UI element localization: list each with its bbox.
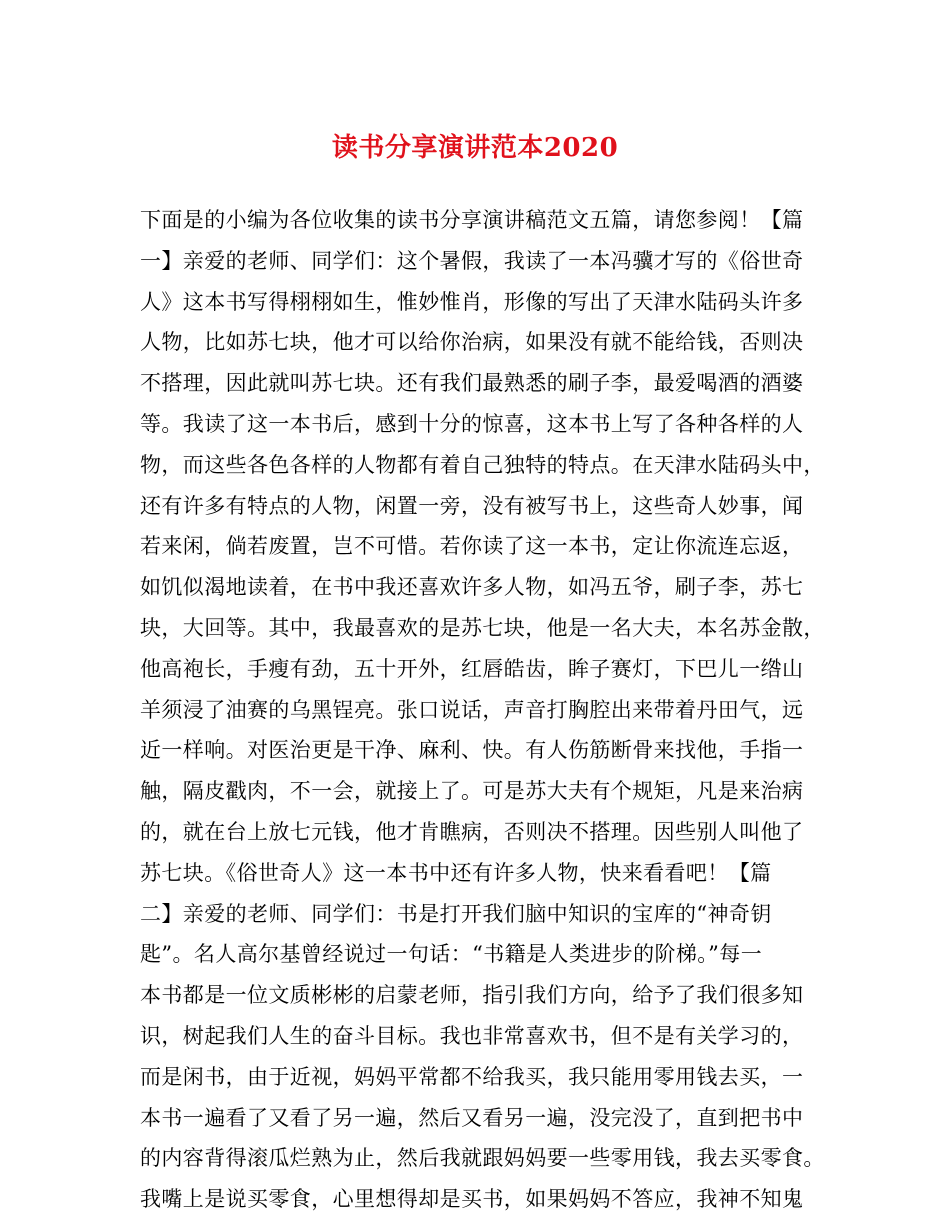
body-line: 一】亲爱的老师、同学们：这个暑假，我读了一本冯骥才写的《俗世奇 <box>140 248 804 273</box>
body-line: 近一样响。对医治更是干净、麻利、快。有人伤筋断骨来找他，手指一 <box>140 738 804 763</box>
body-line: 人物，比如苏七块，他才可以给你治病，如果没有就不能给钱，否则决 <box>140 330 804 355</box>
body-line: 下面是的小编为各位收集的读书分享演讲稿范文五篇，请您参阅！【篇 <box>140 208 804 232</box>
body-line: 还有许多有特点的人物，闲置一旁，没有被写书上，这些奇人妙事，闻 <box>140 493 804 518</box>
document-title: 读书分享演讲范本2020 <box>331 133 619 163</box>
body-line: 本书都是一位文质彬彬的启蒙老师，指引我们方向，给予了我们很多知 <box>140 983 804 1008</box>
body-line: 块，大回等。其中，我最喜欢的是苏七块，他是一名大夫，本名苏金散， <box>140 615 825 640</box>
body-line: 的内容背得滚瓜烂熟为止，然后我就跟妈妈要一些零用钱，我去买零食。 <box>140 1146 825 1171</box>
body-line: 物，而这些各色各样的人物都有着自己独特的特点。在天津水陆码头中， <box>140 452 825 477</box>
body-line: 而是闲书，由于近视，妈妈平常都不给我买，我只能用零用钱去买，一 <box>140 1064 804 1089</box>
body-line: 识，树起我们人生的奋斗目标。我也非常喜欢书，但不是有关学习的， <box>140 1023 804 1048</box>
body-line: 等。我读了这一本书后，感到十分的惊喜，这本书上写了各种各样的人 <box>140 411 804 436</box>
body-line: 本书一遍看了又看了另一遍，然后又看另一遍，没完没了，直到把书中 <box>140 1105 804 1130</box>
body-line: 苏七块。《俗世奇人》这一本书中还有许多人物，快来看看吧！【篇 <box>140 860 772 885</box>
body-line: 触，隔皮戳肉，不一会，就接上了。可是苏大夫有个规矩，凡是来治病 <box>140 779 804 804</box>
body-line: 不搭理，因此就叫苏七块。还有我们最熟悉的刷子李，最爱喝酒的酒婆 <box>140 371 804 396</box>
body-line: 的，就在台上放七元钱，他才肯瞧病，否则决不搭理。因些别人叫他了 <box>140 819 804 844</box>
body-line: 匙”。名人高尔基曾经说过一句话：“书籍是人类进步的阶梯。”每一 <box>140 942 763 967</box>
body-line: 若来闲，倘若废置，岂不可惜。若你读了这一本书，定让你流连忘返， <box>140 534 804 559</box>
body-line: 人》这本书写得栩栩如生，惟妙惟肖，形像的写出了天津水陆码头许多 <box>140 289 804 314</box>
body-line: 二】亲爱的老师、同学们：书是打开我们脑中知识的宝库的“神奇钥 <box>140 901 772 926</box>
body-line: 他高袍长，手瘦有劲，五十开外，红唇皓齿，眸子赛灯，下巴儿一绺山 <box>140 656 804 681</box>
body-line: 我嘴上是说买零食，心里想得却是买书，如果妈妈不答应，我神不知鬼 <box>140 1187 804 1212</box>
body-line: 如饥似渴地读着，在书中我还喜欢许多人物，如冯五爷，刷子李，苏七 <box>140 575 804 600</box>
body-line: 羊须浸了油赛的乌黑锃亮。张口说话，声音打胸腔出来带着丹田气，远 <box>140 697 804 722</box>
document-body <box>140 200 830 1220</box>
